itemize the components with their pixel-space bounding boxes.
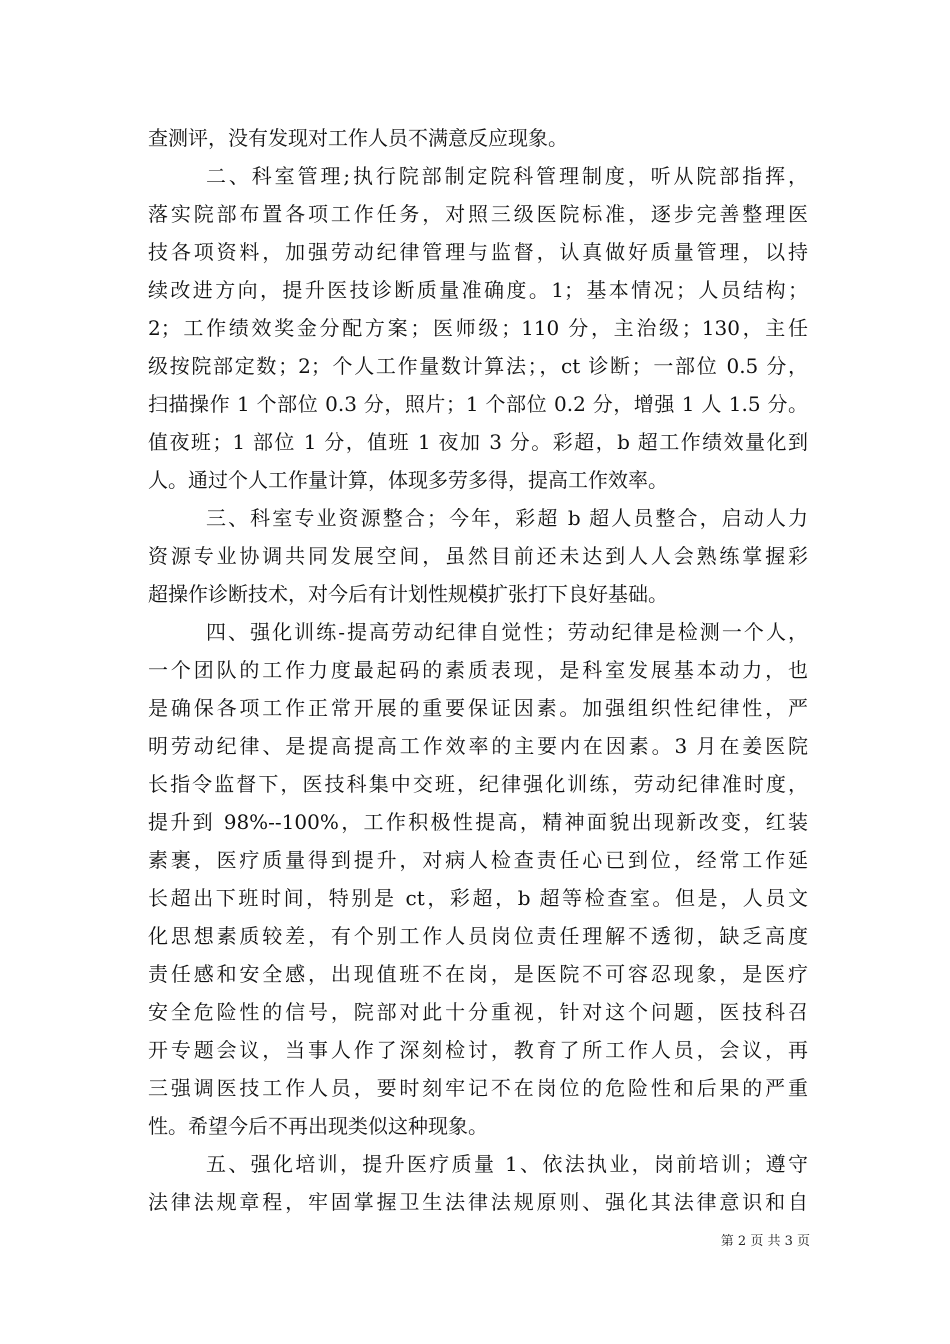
paragraph-line: 法律法规章程，牢固掌握卫生法律法规原则、强化其法律意识和自 [148,1190,808,1214]
paragraph-line: 资源专业协调共同发展空间，虽然目前还未达到人人会熟练掌握彩 [148,544,808,568]
paragraph-line: 查测评，没有发现对工作人员不满意反应现象。 [148,126,568,150]
paragraph-line: 化思想素质较差，有个别工作人员岗位责任理解不透彻，缺乏高度 [148,924,808,948]
paragraph-line: 明劳动纪律、是提高提高工作效率的主要内在因素。3 月在姜医院 [148,734,808,758]
paragraph-line: 2；工作绩效奖金分配方案；医师级；110 分，主治级；130，主任 [148,316,808,340]
paragraph-line: 安全危险性的信号，院部对此十分重视，针对这个问题，医技科召 [148,1000,808,1024]
paragraph-line: 性。希望今后不再出现类似这种现象。 [148,1114,488,1138]
paragraph-line: 四、强化训练-提高劳动纪律自觉性；劳动纪律是检测一个人， [206,620,808,644]
paragraph-line: 扫描操作 1 个部位 0.3 分，照片；1 个部位 0.2 分，增强 1 人 1.5 分。 [148,392,808,416]
paragraph-line: 提升到 98%--100%，工作积极性提高，精神面貌出现新改变，红装 [148,810,808,834]
paragraph-line: 值夜班；1 部位 1 分，值班 1 夜加 3 分。彩超，b 超工作绩效量化到 [148,430,808,454]
paragraph-line: 一个团队的工作力度最起码的素质表现，是科室发展基本动力，也 [148,658,808,682]
paragraph-line: 是确保各项工作正常开展的重要保证因素。加强组织性纪律性，严 [148,696,808,720]
paragraph-line: 素裹，医疗质量得到提升，对病人检查责任心已到位，经常工作延 [148,848,808,872]
paragraph-line: 技各项资料，加强劳动纪律管理与监督，认真做好质量管理，以持 [148,240,808,264]
paragraph-line: 长指令监督下，医技科集中交班，纪律强化训练，劳动纪律准时度， [148,772,808,796]
paragraph-line: 三强调医技工作人员，要时刻牢记不在岗位的危险性和后果的严重 [148,1076,808,1100]
paragraph-line: 二、科室管理;执行院部制定院科管理制度，听从院部指挥， [206,164,808,188]
paragraph-line: 人。通过个人工作量计算，体现多劳多得，提高工作效率。 [148,468,668,492]
paragraph-line: 三、科室专业资源整合；今年，彩超 b 超人员整合，启动人力 [206,506,808,530]
paragraph-line: 超操作诊断技术，对今后有计划性规模扩张打下良好基础。 [148,582,668,606]
paragraph-line: 开专题会议，当事人作了深刻检讨，教育了所工作人员，会议，再 [148,1038,808,1062]
paragraph-line: 落实院部布置各项工作任务，对照三级医院标准，逐步完善整理医 [148,202,808,226]
paragraph-line: 长超出下班时间，特别是 ct，彩超，b 超等检查室。但是，人员文 [148,886,808,910]
paragraph-line: 级按院部定数；2；个人工作量数计算法；，ct 诊断；一部位 0.5 分， [148,354,808,378]
page-number-footer: 第 2 页 共 3 页 [720,1234,810,1249]
paragraph-line: 五、强化培训，提升医疗质量 1、依法执业，岗前培训；遵守 [206,1152,808,1176]
paragraph-line: 责任感和安全感，出现值班不在岗，是医院不可容忍现象，是医疗 [148,962,808,986]
paragraph-line: 续改进方向，提升医技诊断质量准确度。1；基本情况；人员结构； [148,278,808,302]
